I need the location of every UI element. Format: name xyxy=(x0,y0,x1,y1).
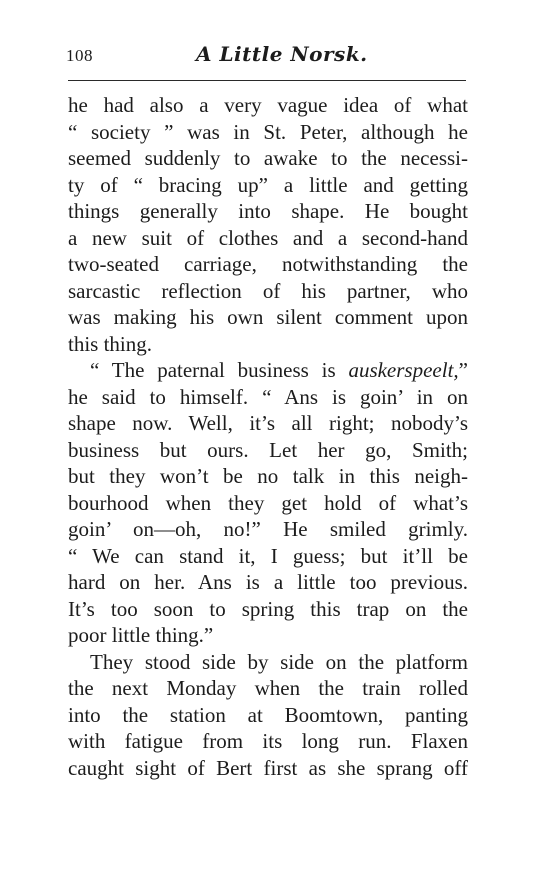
text-line: “ society ” was in St. Peter, although he xyxy=(68,119,468,144)
text-line: the next Monday when the train rolled xyxy=(68,676,468,700)
text-line: poor little thing.” xyxy=(68,623,214,647)
text-line: business but ours. Let her go, Smith; xyxy=(68,437,468,462)
text-run: “ The paternal business is xyxy=(90,358,349,382)
text-line: “ We can stand it, I guess; but it’ll be xyxy=(68,543,468,568)
text-line: goin’ on—oh, no!” He smiled grimly. xyxy=(68,517,468,541)
page-number: 108 xyxy=(66,46,93,65)
text-line: shape now. Well, it’s all right; nobody’s xyxy=(68,411,468,435)
paragraph-first-line: They stood side by side on the platform xyxy=(90,649,468,674)
text-line: caught sight of Bert first as she sprang off xyxy=(68,755,468,780)
text-line: hard on her. Ans is a little too previous. xyxy=(68,570,468,594)
text-line: he had also a very vague idea of what xyxy=(68,93,468,117)
paragraph-first-line xyxy=(68,357,468,384)
text-line: two-seated carriage, notwithstanding the xyxy=(68,252,468,276)
running-head xyxy=(66,44,468,74)
text-line: into the station at Boomtown, panting xyxy=(68,702,468,727)
body-text xyxy=(68,92,468,781)
text-run: ” xyxy=(458,358,468,382)
text-line: things generally into shape. He bought xyxy=(68,199,468,223)
text-line: he said to himself. “ Ans is goin’ in on xyxy=(68,384,468,409)
running-title: A Little Norsk. xyxy=(196,42,368,66)
text-line: ty of “ bracing up” a little and getting xyxy=(68,172,468,197)
text-line: It’s too soon to spring this trap on the xyxy=(68,596,468,621)
header-rule xyxy=(68,80,466,81)
text-line: this thing. xyxy=(68,331,153,356)
text-line: seemed suddenly to awake to the necessi- xyxy=(68,146,468,170)
text-line: with fatigue from its long run. Flaxen xyxy=(68,729,468,753)
text-line: bourhood when they get hold of what’s xyxy=(68,490,468,515)
italic-word: auskerspeelt, xyxy=(348,358,459,382)
text-line: sarcastic reflection of his partner, who xyxy=(68,278,468,303)
text-line: was making his own silent comment upon xyxy=(68,305,468,329)
text-line: a new suit of clothes and a second-hand xyxy=(68,225,468,250)
text-line: but they won’t be no talk in this neigh- xyxy=(68,464,468,488)
